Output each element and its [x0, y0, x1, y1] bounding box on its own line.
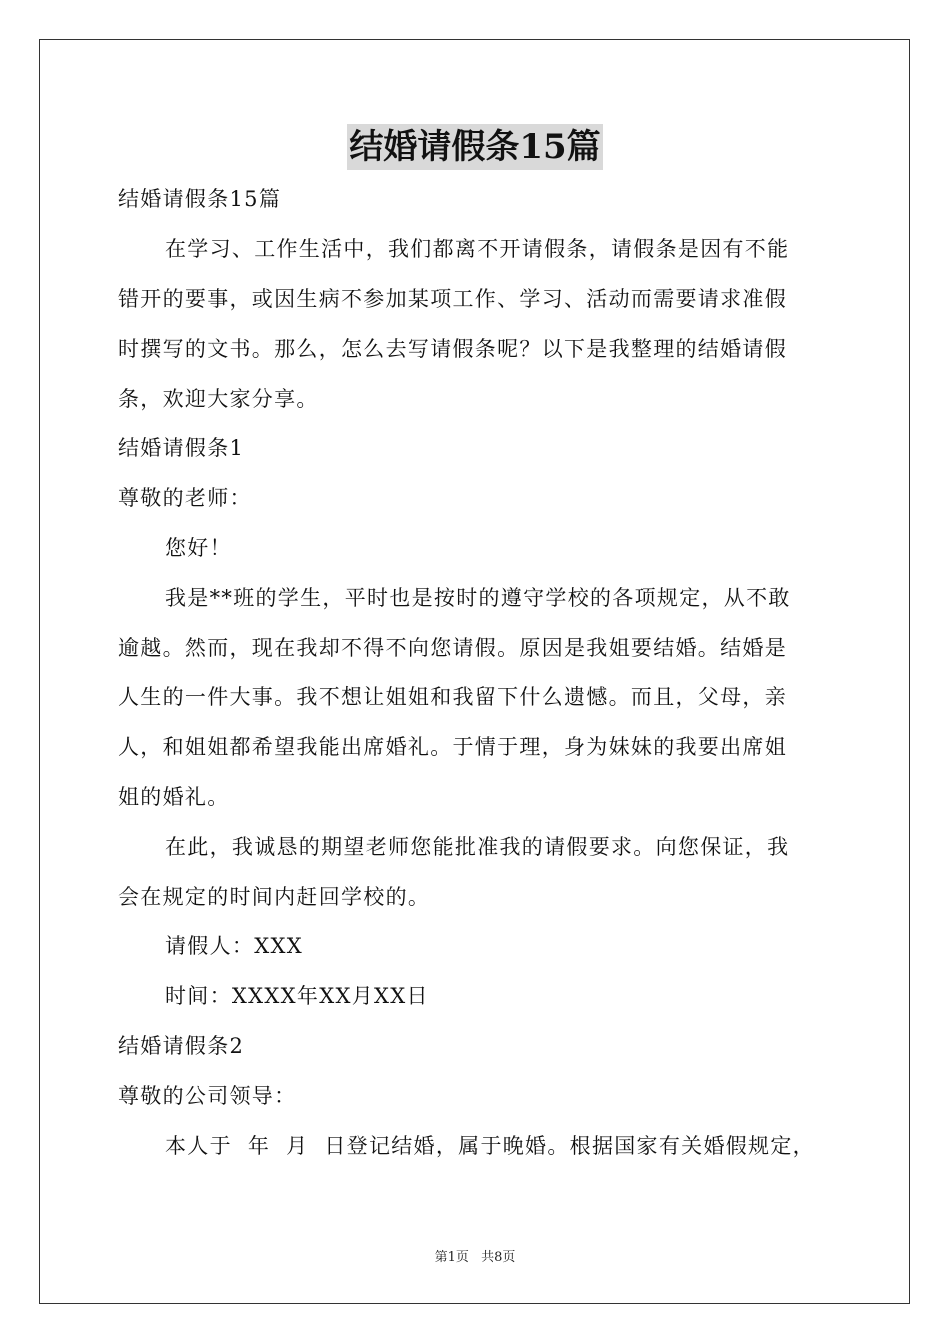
intro-line-3: 时撰写的文书。那么，怎么去写请假条呢？以下是我整理的结婚请假 — [118, 337, 787, 361]
body-line-2: 逾越。然而，现在我却不得不向您请假。原因是我姐要结婚。结婚是 — [118, 636, 787, 660]
intro-line-2: 错开的要事，或因生病不参加某项工作、学习、活动而需要请求准假 — [118, 287, 787, 311]
body-line-6: 在此，我诚恳的期望老师您能批准我的请假要求。向您保证，我 — [165, 835, 790, 859]
section-heading-2: 结婚请假条2 — [118, 1034, 245, 1058]
signature-applicant: 请假人：XXX — [165, 934, 303, 958]
signature-date: 时间：XXXX年XX月XX日 — [165, 984, 429, 1008]
page-footer — [0, 1246, 950, 1265]
page-total: 共8页 — [481, 1250, 516, 1265]
body-line-3: 人生的一件大事。我不想让姐姐和我留下什么遗憾。而且，父母，亲 — [118, 685, 787, 709]
body-line-5: 姐的婚礼。 — [118, 785, 230, 809]
greeting-1: 您好！ — [165, 536, 232, 560]
body-line-8: 本人于 年 月 日登记结婚，属于晚婚。根据国家有关婚假规定， — [165, 1134, 815, 1158]
intro-line-1: 在学习、工作生活中，我们都离不开请假条，请假条是因有不能 — [165, 237, 790, 261]
section-heading-1: 结婚请假条1 — [118, 436, 245, 460]
subtitle-line: 结婚请假条15篇 — [118, 187, 282, 211]
page-border — [39, 39, 910, 1304]
salutation-2: 尊敬的公司领导： — [118, 1084, 297, 1108]
salutation-1: 尊敬的老师： — [118, 486, 252, 510]
page-number: 第1页 — [434, 1250, 469, 1265]
body-line-7: 会在规定的时间内赶回学校的。 — [118, 885, 431, 909]
body-line-4: 人，和姐姐都希望我能出席婚礼。于情于理，身为妹妹的我要出席姐 — [118, 735, 787, 759]
intro-line-4: 条，欢迎大家分享。 — [118, 387, 319, 411]
body-line-1: 我是**班的学生，平时也是按时的遵守学校的各项规定，从不敢 — [165, 586, 791, 610]
document-title: 结婚请假条15篇 — [347, 124, 602, 170]
title-container — [0, 124, 950, 170]
